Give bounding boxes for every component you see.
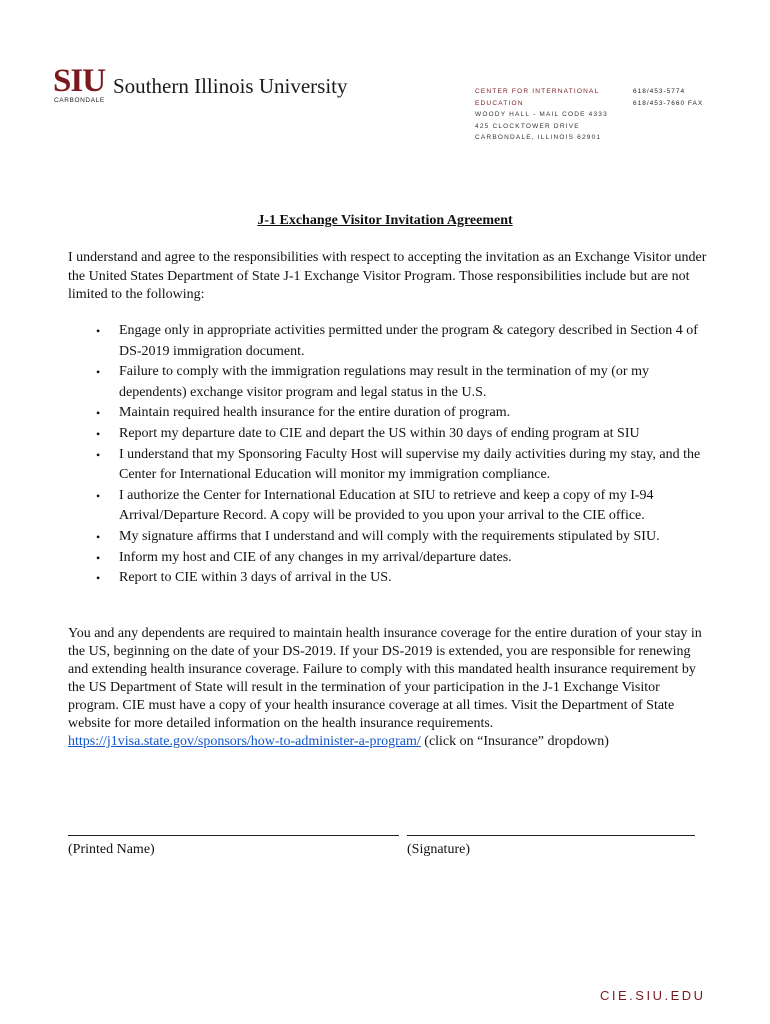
address-line: 425 CLOCKTOWER DRIVE xyxy=(475,122,580,130)
letterhead-address xyxy=(475,86,608,144)
logo-university-name: Southern Illinois University xyxy=(113,74,348,98)
list-item: • My signature affirms that I understand and will comply with the requirements stipulated by SIU. xyxy=(68,527,708,548)
insurance-paragraph xyxy=(68,625,708,751)
insurance-text: You and any dependents are required to maintain health insurance coverage for the entire duration of your stay in the US, beginning on the date of your DS-2019. If your DS-2019 is extended, you are responsible for renewing and extending health insurance coverage. Failure to comply with this mandated health insurance requirement by the US Department of State will result in the termination of your participation in the J-1 Exchange Visitor program. CIE must have a copy of your health insurance coverage at all times. Visit the Department of State website for more detailed information on the health insurance requirements. xyxy=(68,626,702,731)
address-line: EDUCATION xyxy=(475,99,524,107)
list-item: • I authorize the Center for International Education at SIU to retrieve and keep a copy of my I-94 Arrival/Departure Record. A copy will be provided to you upon your arrival to the CIE office. xyxy=(68,486,708,527)
link-suffix: (click on “Insurance” dropdown) xyxy=(420,734,609,749)
list-item: • Maintain required health insurance for the entire duration of program. xyxy=(68,403,708,424)
responsibility-list xyxy=(68,321,708,589)
address-line: CENTER FOR INTERNATIONAL xyxy=(475,88,600,95)
list-item: • Report to CIE within 3 days of arrival in the US. xyxy=(68,568,708,589)
list-item: • Inform my host and CIE of any changes in my arrival/departure dates. xyxy=(68,548,708,569)
letterhead-phones xyxy=(633,86,703,109)
logo-abbr: SIU xyxy=(53,63,106,99)
address-line: CARBONDALE, ILLINOIS 62901 xyxy=(475,134,602,141)
logo-campus: CARBONDALE xyxy=(54,97,105,104)
list-item: • I understand that my Sponsoring Faculty Host will supervise my daily activities during my stay, and the Center for International Education will monitor my immigration compliance. xyxy=(68,445,708,486)
phone-number: 618/453-5774 xyxy=(633,88,686,95)
signature-label: (Signature) xyxy=(407,842,470,857)
list-item: • Failure to comply with the immigration regulations may result in the termination of my (or my dependents) exchange visitor program and legal status in the U.S. xyxy=(68,362,708,403)
document-title: J-1 Exchange Visitor Invitation Agreement xyxy=(257,213,513,228)
signature-line[interactable] xyxy=(407,835,695,836)
state-dept-link[interactable]: https://j1visa.state.gov/sponsors/how-to-administer-a-program/ xyxy=(68,734,421,749)
printed-name-label: (Printed Name) xyxy=(68,842,155,857)
list-item: • Report my departure date to CIE and depart the US within 30 days of ending program at SIU xyxy=(68,424,708,445)
list-item: • Engage only in appropriate activities permitted under the program & category described in Section 4 of DS-2019 immigration document. xyxy=(68,321,708,362)
intro-paragraph: I understand and agree to the responsibilities with respect to accepting the invitation as an Exchange Visitor under the United States Department of State J-1 Exchange Visitor Program. Those responsibilities include but are not limited to the following: xyxy=(68,250,707,302)
footer-website: CIE.SIU.EDU xyxy=(600,988,706,1003)
fax-number: 618/453-7660 FAX xyxy=(633,99,704,107)
printed-name-line[interactable] xyxy=(68,835,399,836)
address-line: WOODY HALL - MAIL CODE 4333 xyxy=(475,111,608,118)
